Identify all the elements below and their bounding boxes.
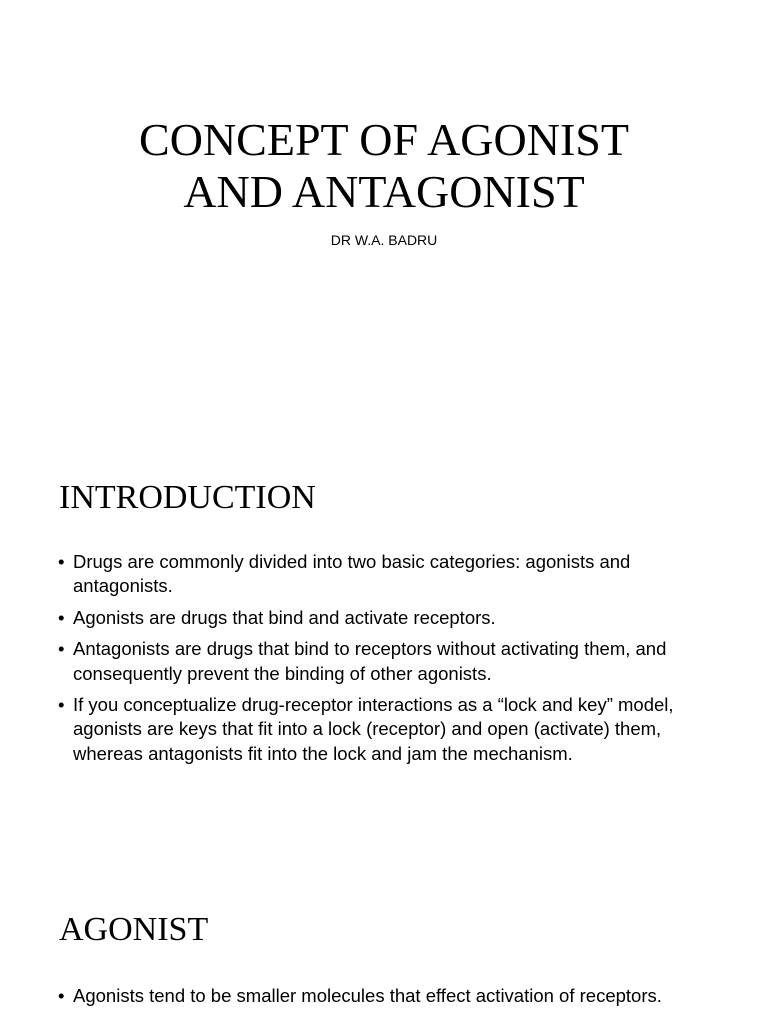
list-item <box>58 550 708 599</box>
bullet-icon: • <box>58 551 65 572</box>
bullet-text: Antagonists are drugs that bind to receptors without activating them, and consequently prevent the binding of other agonists. <box>73 638 667 684</box>
bullet-text: Agonists are drugs that bind and activate receptors. <box>73 606 496 628</box>
list-item <box>58 984 708 1008</box>
slide-title-line-1: CONCEPT OF AGONIST <box>139 114 629 165</box>
bullet-icon: • <box>58 694 65 716</box>
bullet-icon: • <box>58 985 65 1006</box>
bullet-text: Agonists tend to be smaller molecules that effect activation of receptors. <box>73 985 662 1006</box>
agonist-bullet-list <box>58 984 708 1015</box>
bullet-text: Drugs are commonly divided into two basic categories: agonists and antagonists. <box>73 551 631 597</box>
slide-author: DR W.A. BADRU <box>330 232 438 248</box>
bullet-icon: • <box>58 606 65 628</box>
slide-title-line-2: AND ANTAGONIST <box>183 166 585 217</box>
bullet-icon: • <box>58 638 65 660</box>
list-item <box>58 693 708 766</box>
agonist-heading: AGONIST <box>59 911 209 948</box>
bullet-text: If you conceptualize drug-receptor interactions as a “lock and key” model, agonists are keys that fit into a lock (receptor) and open (activate) them, whereas antagonists fit into the lock and jam the mechanism. <box>73 694 674 764</box>
list-item <box>58 637 708 686</box>
slide-title <box>0 114 768 218</box>
introduction-bullet-list <box>58 550 708 773</box>
introduction-heading: INTRODUCTION <box>59 479 316 516</box>
list-item <box>58 606 708 630</box>
